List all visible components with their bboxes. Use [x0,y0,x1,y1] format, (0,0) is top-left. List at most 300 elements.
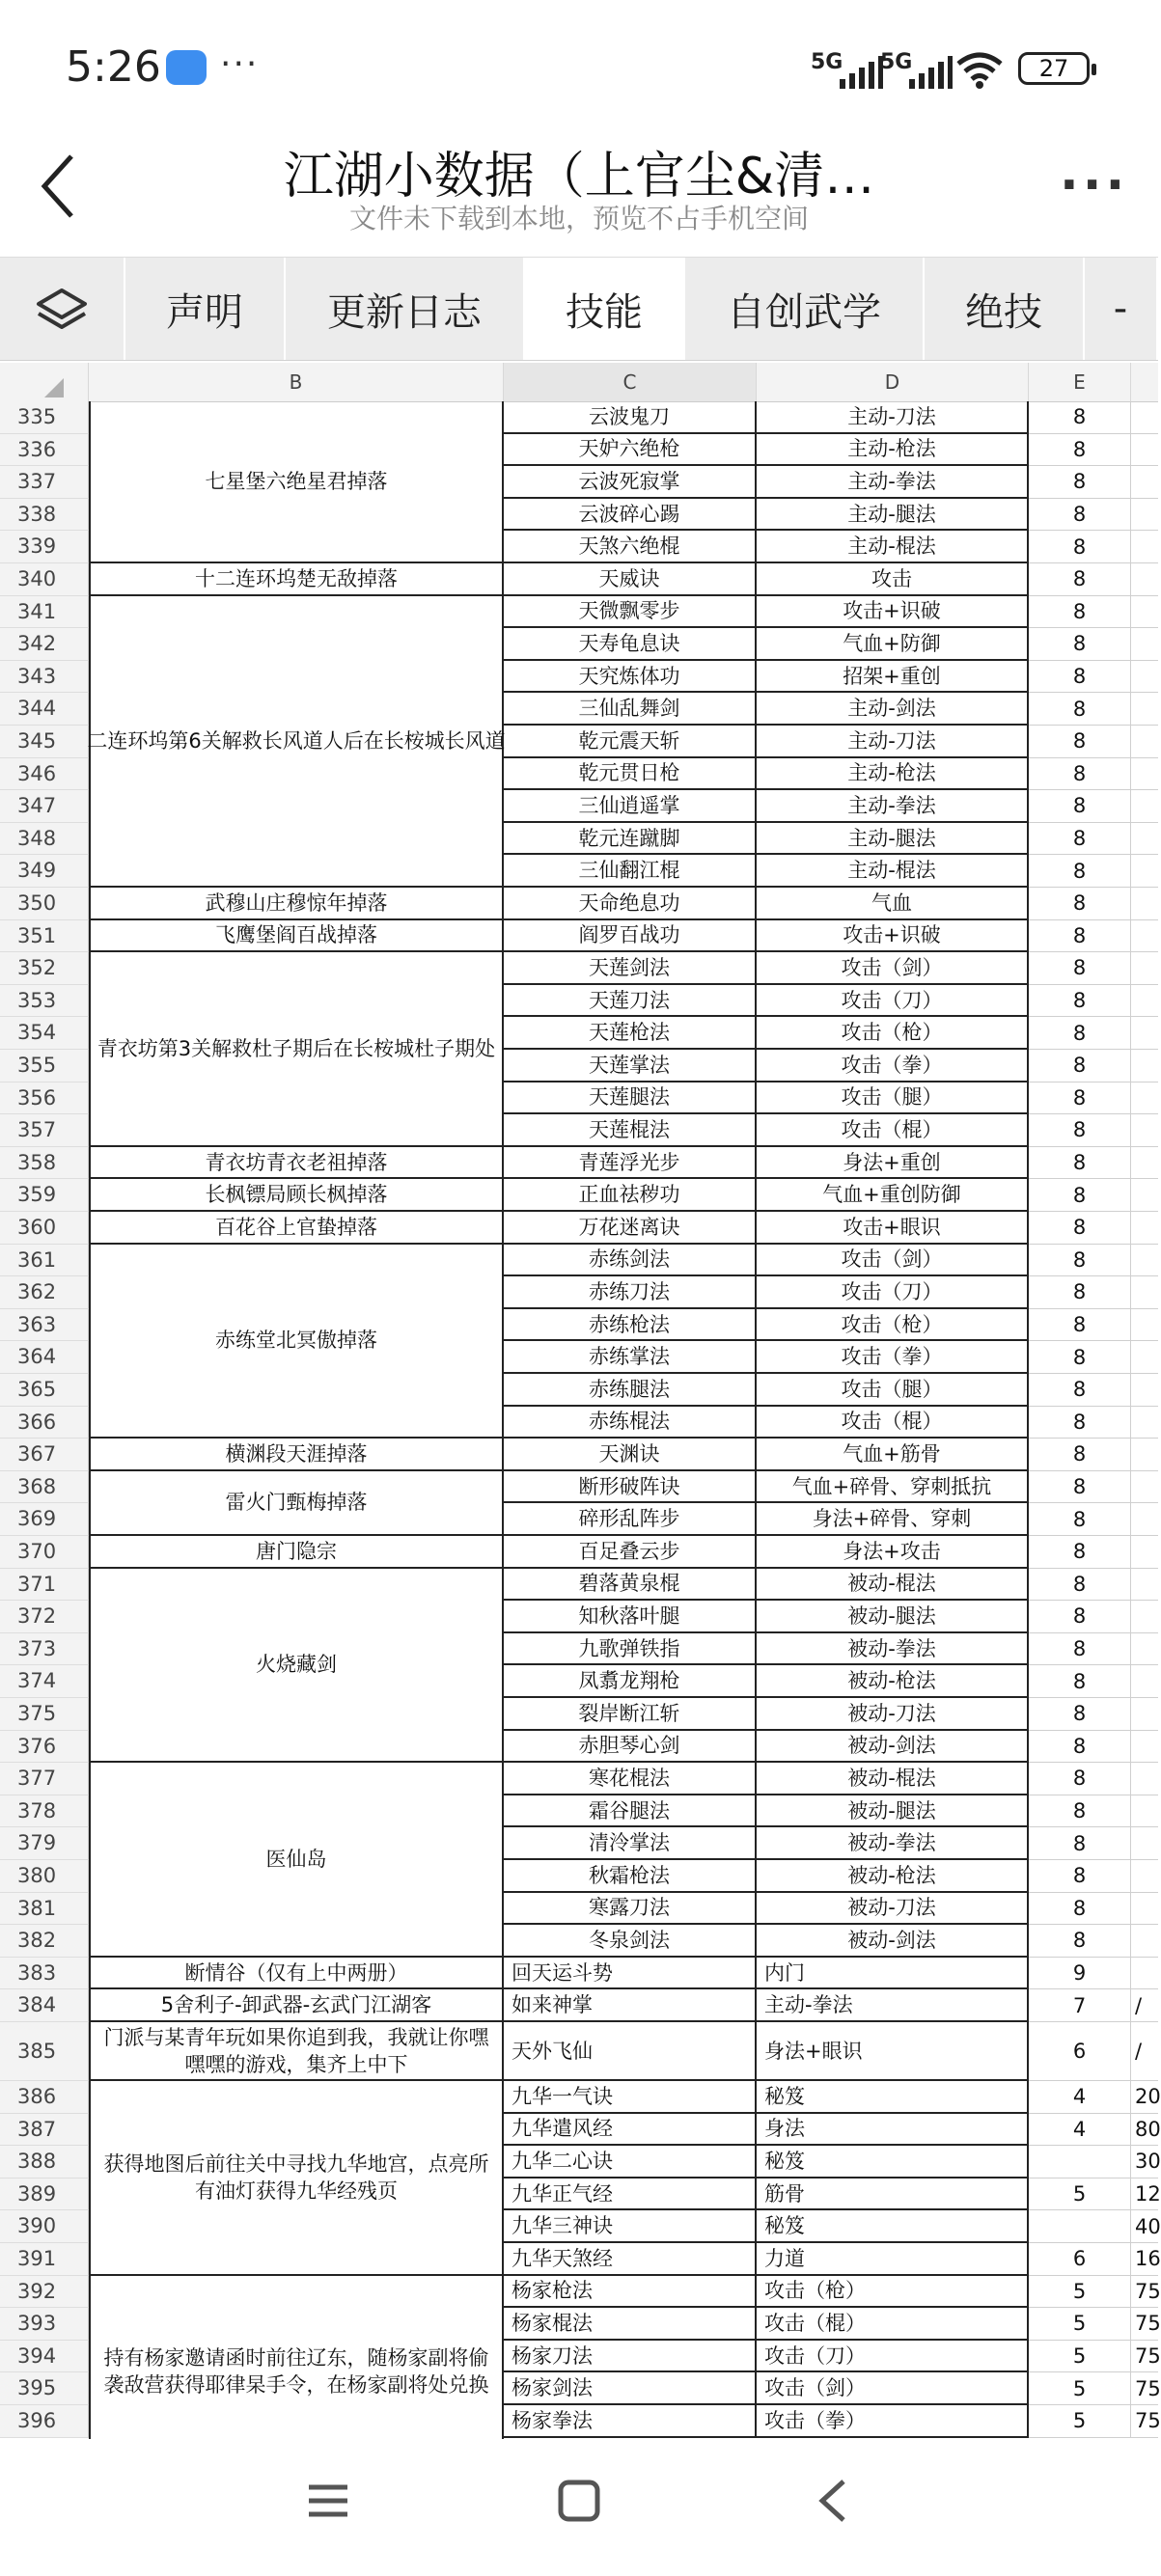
extra-cell[interactable] [1131,1276,1158,1309]
tab-more[interactable]: - [1085,258,1158,360]
level-cell[interactable]: 8 [1029,1374,1131,1407]
skill-name-cell[interactable]: 万花迷离诀 [504,1212,757,1245]
row-number[interactable]: 395 [0,2372,89,2405]
extra-cell[interactable] [1131,855,1158,888]
skill-type-cell[interactable]: 主动-腿法 [757,823,1029,856]
extra-cell[interactable] [1131,466,1158,499]
row-number[interactable]: 388 [0,2146,89,2179]
column-header-c[interactable]: C [504,363,757,401]
back-icon[interactable] [39,152,77,220]
level-cell[interactable]: 8 [1029,790,1131,823]
source-cell[interactable]: 飞鹰堡阎百战掉落 [89,920,504,953]
column-header-f[interactable] [1131,363,1158,401]
extra-cell[interactable] [1131,1698,1158,1731]
skill-name-cell[interactable]: 天寿龟息诀 [504,628,757,661]
row-number[interactable]: 382 [0,1925,89,1958]
row-number[interactable]: 368 [0,1471,89,1504]
back-nav-icon[interactable] [813,2478,851,2524]
row-number[interactable]: 335 [0,401,89,434]
skill-name-cell[interactable]: 断形破阵诀 [504,1471,757,1504]
level-cell[interactable]: 8 [1029,1569,1131,1602]
skill-name-cell[interactable]: 三仙逍遥掌 [504,790,757,823]
skill-type-cell[interactable]: 主动-拳法 [757,1989,1029,2022]
extra-cell[interactable]: 30 [1131,2146,1158,2179]
row-number[interactable]: 367 [0,1439,89,1471]
extra-cell[interactable]: 75 [1131,2405,1158,2438]
level-cell[interactable]: 8 [1029,1407,1131,1439]
skill-name-cell[interactable]: 天莲棍法 [504,1114,757,1147]
skill-type-cell[interactable]: 被动-腿法 [757,1601,1029,1633]
skill-name-cell[interactable]: 如来神掌 [504,1989,757,2022]
skill-type-cell[interactable]: 主动-腿法 [757,499,1029,532]
extra-cell[interactable] [1131,1471,1158,1504]
skill-name-cell[interactable]: 寒花棍法 [504,1763,757,1795]
skill-type-cell[interactable]: 主动-枪法 [757,434,1029,467]
skill-name-cell[interactable]: 天莲腿法 [504,1082,757,1115]
skill-name-cell[interactable]: 赤练棍法 [504,1407,757,1439]
level-cell[interactable]: 8 [1029,1827,1131,1860]
skill-type-cell[interactable]: 被动-枪法 [757,1860,1029,1893]
extra-cell[interactable] [1131,1860,1158,1893]
extra-cell[interactable]: 40 [1131,2210,1158,2243]
skill-type-cell[interactable]: 秘笈 [757,2146,1029,2179]
source-cell[interactable]: 长枫镖局顾长枫掉落 [89,1179,504,1212]
extra-cell[interactable]: 16 [1131,2243,1158,2276]
level-cell[interactable]: 8 [1029,1665,1131,1698]
skill-name-cell[interactable]: 赤练剑法 [504,1245,757,1277]
skill-name-cell[interactable]: 回天运斗势 [504,1958,757,1990]
skill-type-cell[interactable]: 被动-拳法 [757,1827,1029,1860]
skill-type-cell[interactable]: 力道 [757,2243,1029,2276]
skill-name-cell[interactable]: 九华二心诀 [504,2146,757,2179]
level-cell[interactable]: 7 [1029,1989,1131,2022]
row-number[interactable]: 380 [0,1860,89,1893]
level-cell[interactable]: 8 [1029,1050,1131,1082]
extra-cell[interactable] [1131,1569,1158,1602]
skill-type-cell[interactable]: 被动-刀法 [757,1893,1029,1926]
extra-cell[interactable] [1131,563,1158,596]
skill-name-cell[interactable]: 乾元震天斩 [504,726,757,758]
row-number[interactable]: 383 [0,1958,89,1990]
skill-type-cell[interactable]: 气血+防御 [757,628,1029,661]
level-cell[interactable] [1029,2146,1131,2179]
row-number[interactable]: 365 [0,1374,89,1407]
row-number[interactable]: 339 [0,531,89,563]
source-cell[interactable]: 门派与某青年玩如果你追到我，我就让你嘿嘿嘿的游戏，集齐上中下 [89,2022,504,2081]
extra-cell[interactable] [1131,1341,1158,1374]
skill-type-cell[interactable]: 气血+重创防御 [757,1179,1029,1212]
skill-name-cell[interactable]: 天威诀 [504,563,757,596]
extra-cell[interactable] [1131,888,1158,920]
skill-type-cell[interactable]: 筋骨 [757,2179,1029,2211]
level-cell[interactable]: 9 [1029,1958,1131,1990]
level-cell[interactable]: 4 [1029,2114,1131,2147]
extra-cell[interactable] [1131,1795,1158,1828]
row-number[interactable]: 360 [0,1212,89,1245]
skill-type-cell[interactable]: 秘笈 [757,2210,1029,2243]
skill-type-cell[interactable]: 身法+攻击 [757,1536,1029,1569]
extra-cell[interactable]: 20 [1131,2081,1158,2114]
extra-cell[interactable] [1131,693,1158,726]
level-cell[interactable]: 8 [1029,1309,1131,1342]
skill-name-cell[interactable]: 三仙翻江棍 [504,855,757,888]
skill-name-cell[interactable]: 九歌弹铁指 [504,1633,757,1666]
skill-type-cell[interactable]: 主动-拳法 [757,466,1029,499]
level-cell[interactable]: 6 [1029,2243,1131,2276]
row-number[interactable]: 392 [0,2276,89,2309]
skill-name-cell[interactable]: 杨家拳法 [504,2405,757,2438]
layers-icon[interactable] [0,258,125,360]
extra-cell[interactable] [1131,628,1158,661]
skill-name-cell[interactable]: 天究炼体功 [504,661,757,694]
row-number[interactable]: 366 [0,1407,89,1439]
row-number[interactable]: 361 [0,1245,89,1277]
skill-name-cell[interactable]: 裂岸断江斩 [504,1698,757,1731]
extra-cell[interactable] [1131,1731,1158,1764]
skill-name-cell[interactable]: 天命绝息功 [504,888,757,920]
skill-name-cell[interactable]: 寒露刀法 [504,1893,757,1926]
row-number[interactable]: 362 [0,1276,89,1309]
skill-type-cell[interactable]: 主动-刀法 [757,401,1029,434]
level-cell[interactable]: 5 [1029,2405,1131,2438]
row-number[interactable]: 338 [0,499,89,532]
row-number[interactable]: 378 [0,1795,89,1828]
extra-cell[interactable]: 80 [1131,2114,1158,2147]
level-cell[interactable]: 8 [1029,1179,1131,1212]
source-cell[interactable]: 青衣坊第3关解救杜子期后在长桉城杜子期处 [89,952,504,1147]
row-number[interactable]: 340 [0,563,89,596]
tab-skills[interactable]: 技能 [525,258,685,360]
row-number[interactable]: 369 [0,1503,89,1536]
skill-name-cell[interactable]: 九华天煞经 [504,2243,757,2276]
skill-type-cell[interactable]: 攻击 [757,563,1029,596]
row-number[interactable]: 379 [0,1827,89,1860]
skill-type-cell[interactable]: 攻击（刀） [757,985,1029,1018]
level-cell[interactable]: 8 [1029,1017,1131,1050]
skill-name-cell[interactable]: 天微飘零步 [504,596,757,629]
skill-type-cell[interactable]: 被动-剑法 [757,1731,1029,1764]
row-number[interactable]: 390 [0,2210,89,2243]
level-cell[interactable]: 8 [1029,758,1131,791]
source-cell[interactable]: 持有杨家邀请函时前往辽东，随杨家副将偷袭敌营获得耶律杲手令，在杨家副将处兑换 [89,2276,504,2471]
skill-type-cell[interactable]: 攻击（枪） [757,2276,1029,2309]
row-number[interactable]: 357 [0,1114,89,1147]
extra-cell[interactable]: 75 [1131,2372,1158,2405]
row-number[interactable]: 377 [0,1763,89,1795]
extra-cell[interactable] [1131,1082,1158,1115]
skill-type-cell[interactable]: 攻击（拳） [757,2405,1029,2438]
extra-cell[interactable] [1131,1017,1158,1050]
skill-type-cell[interactable]: 身法+眼识 [757,2022,1029,2081]
extra-cell[interactable] [1131,1665,1158,1698]
extra-cell[interactable] [1131,1245,1158,1277]
row-number[interactable]: 375 [0,1698,89,1731]
skill-name-cell[interactable]: 九华三神诀 [504,2210,757,2243]
skill-name-cell[interactable]: 九华正气经 [504,2179,757,2211]
extra-cell[interactable]: / [1131,2022,1158,2081]
row-number[interactable]: 387 [0,2114,89,2147]
extra-cell[interactable] [1131,790,1158,823]
skill-type-cell[interactable]: 攻击（拳） [757,1341,1029,1374]
level-cell[interactable]: 8 [1029,1698,1131,1731]
level-cell[interactable]: 6 [1029,2022,1131,2081]
skill-type-cell[interactable]: 主动-剑法 [757,693,1029,726]
row-number[interactable]: 356 [0,1082,89,1115]
skill-type-cell[interactable]: 攻击（棍） [757,1114,1029,1147]
level-cell[interactable]: 8 [1029,531,1131,563]
level-cell[interactable]: 5 [1029,2308,1131,2341]
skill-name-cell[interactable]: 天莲刀法 [504,985,757,1018]
column-header-e[interactable]: E [1029,363,1131,401]
extra-cell[interactable] [1131,1958,1158,1990]
row-number[interactable]: 346 [0,758,89,791]
level-cell[interactable]: 8 [1029,434,1131,467]
skill-type-cell[interactable]: 主动-棍法 [757,855,1029,888]
skill-name-cell[interactable]: 乾元贯日枪 [504,758,757,791]
row-number[interactable]: 394 [0,2341,89,2373]
level-cell[interactable]: 8 [1029,1276,1131,1309]
skill-type-cell[interactable]: 攻击（剑） [757,2372,1029,2405]
extra-cell[interactable] [1131,434,1158,467]
row-number[interactable]: 384 [0,1989,89,2022]
skill-type-cell[interactable]: 攻击（棍） [757,2308,1029,2341]
row-number[interactable]: 396 [0,2405,89,2438]
skill-type-cell[interactable]: 攻击（枪） [757,1017,1029,1050]
skill-name-cell[interactable]: 赤胆琴心剑 [504,1731,757,1764]
extra-cell[interactable] [1131,1536,1158,1569]
source-cell[interactable]: 唐门隐宗 [89,1536,504,1569]
row-number[interactable]: 391 [0,2243,89,2276]
level-cell[interactable]: 8 [1029,628,1131,661]
source-cell[interactable]: 火烧藏剑 [89,1569,504,1764]
level-cell[interactable]: 8 [1029,1536,1131,1569]
skill-type-cell[interactable]: 被动-剑法 [757,1925,1029,1958]
level-cell[interactable]: 5 [1029,2179,1131,2211]
skill-name-cell[interactable]: 秋霜枪法 [504,1860,757,1893]
skill-name-cell[interactable]: 乾元连蹴脚 [504,823,757,856]
skill-name-cell[interactable]: 天莲掌法 [504,1050,757,1082]
tab-custom-martial-arts[interactable]: 自创武学 [685,258,925,360]
skill-type-cell[interactable]: 身法 [757,2114,1029,2147]
extra-cell[interactable] [1131,401,1158,434]
skill-name-cell[interactable]: 正血祛秽功 [504,1179,757,1212]
skill-name-cell[interactable]: 赤练刀法 [504,1276,757,1309]
row-number[interactable]: 341 [0,596,89,629]
row-number[interactable]: 374 [0,1665,89,1698]
level-cell[interactable]: 8 [1029,1763,1131,1795]
row-number[interactable]: 349 [0,855,89,888]
skill-type-cell[interactable]: 攻击（腿） [757,1374,1029,1407]
extra-cell[interactable] [1131,823,1158,856]
source-cell[interactable]: 获得地图后前往关中寻找九华地宫，点亮所有油灯获得九华经残页 [89,2081,504,2276]
row-number[interactable]: 386 [0,2081,89,2114]
level-cell[interactable]: 8 [1029,1860,1131,1893]
extra-cell[interactable] [1131,985,1158,1018]
source-cell[interactable]: 5舍利子-卸武器-玄武门江湖客 [89,1989,504,2022]
skill-name-cell[interactable]: 杨家枪法 [504,2276,757,2309]
skill-type-cell[interactable]: 主动-棍法 [757,531,1029,563]
skill-type-cell[interactable]: 攻击（棍） [757,1407,1029,1439]
extra-cell[interactable] [1131,920,1158,953]
skill-name-cell[interactable]: 赤练腿法 [504,1374,757,1407]
tab-statement[interactable]: 声明 [125,258,286,360]
skill-name-cell[interactable]: 天渊诀 [504,1439,757,1471]
column-header-b[interactable]: B [89,363,504,401]
skill-name-cell[interactable]: 九华遣风经 [504,2114,757,2147]
skill-type-cell[interactable]: 气血+筋骨 [757,1439,1029,1471]
row-number[interactable]: 352 [0,952,89,985]
row-number[interactable]: 342 [0,628,89,661]
row-number[interactable]: 385 [0,2022,89,2081]
skill-name-cell[interactable]: 赤练掌法 [504,1341,757,1374]
extra-cell[interactable] [1131,1633,1158,1666]
row-number[interactable]: 355 [0,1050,89,1082]
skill-type-cell[interactable]: 攻击+识破 [757,920,1029,953]
level-cell[interactable]: 8 [1029,401,1131,434]
extra-cell[interactable]: / [1131,1989,1158,2022]
level-cell[interactable]: 8 [1029,1082,1131,1115]
level-cell[interactable]: 8 [1029,1633,1131,1666]
skill-name-cell[interactable]: 青莲浮光步 [504,1147,757,1180]
more-options-icon[interactable]: ··· [1060,156,1129,214]
skill-type-cell[interactable]: 主动-拳法 [757,790,1029,823]
row-number[interactable]: 359 [0,1179,89,1212]
row-number[interactable]: 353 [0,985,89,1018]
row-number[interactable]: 364 [0,1341,89,1374]
extra-cell[interactable] [1131,1439,1158,1471]
extra-cell[interactable] [1131,1763,1158,1795]
row-number[interactable]: 371 [0,1569,89,1602]
row-number[interactable]: 358 [0,1147,89,1180]
level-cell[interactable]: 5 [1029,2276,1131,2309]
row-number[interactable]: 354 [0,1017,89,1050]
skill-name-cell[interactable]: 霜谷腿法 [504,1795,757,1828]
extra-cell[interactable] [1131,661,1158,694]
skill-name-cell[interactable]: 知秋落叶腿 [504,1601,757,1633]
source-cell[interactable]: 青衣坊青衣老祖掉落 [89,1147,504,1180]
level-cell[interactable]: 8 [1029,952,1131,985]
extra-cell[interactable]: 75 [1131,2308,1158,2341]
extra-cell[interactable] [1131,1893,1158,1926]
level-cell[interactable]: 8 [1029,888,1131,920]
source-cell[interactable]: 医仙岛 [89,1763,504,1958]
skill-type-cell[interactable]: 主动-枪法 [757,758,1029,791]
level-cell[interactable]: 5 [1029,2341,1131,2373]
skill-name-cell[interactable]: 碎形乱阵步 [504,1503,757,1536]
level-cell[interactable]: 8 [1029,1439,1131,1471]
level-cell[interactable]: 8 [1029,1471,1131,1504]
skill-type-cell[interactable]: 攻击（刀） [757,1276,1029,1309]
skill-name-cell[interactable]: 碧落黄泉棍 [504,1569,757,1602]
level-cell[interactable]: 8 [1029,1893,1131,1926]
skill-type-cell[interactable]: 攻击（枪） [757,1309,1029,1342]
source-cell[interactable]: 赤练堂北冥傲掉落 [89,1245,504,1439]
skill-name-cell[interactable]: 凤翥龙翔枪 [504,1665,757,1698]
source-cell[interactable]: 雷火门甄梅掉落 [89,1471,504,1536]
skill-type-cell[interactable]: 攻击（剑） [757,1245,1029,1277]
level-cell[interactable]: 8 [1029,1147,1131,1180]
level-cell[interactable]: 8 [1029,920,1131,953]
source-cell[interactable]: 二连环坞第6关解救长风道人后在长桉城长风道 [89,596,504,888]
skill-type-cell[interactable]: 攻击（剑） [757,952,1029,985]
skill-type-cell[interactable]: 招架+重创 [757,661,1029,694]
extra-cell[interactable] [1131,1050,1158,1082]
extra-cell[interactable] [1131,1503,1158,1536]
extra-cell[interactable]: 12 [1131,2179,1158,2211]
tab-ultimate-skills[interactable]: 绝技 [925,258,1085,360]
skill-name-cell[interactable]: 云波鬼刀 [504,401,757,434]
row-number[interactable]: 347 [0,790,89,823]
column-header-d[interactable]: D [757,363,1029,401]
skill-name-cell[interactable]: 天妒六绝枪 [504,434,757,467]
row-number[interactable]: 337 [0,466,89,499]
level-cell[interactable]: 8 [1029,693,1131,726]
extra-cell[interactable] [1131,531,1158,563]
level-cell[interactable]: 8 [1029,1341,1131,1374]
row-number[interactable]: 350 [0,888,89,920]
level-cell[interactable]: 8 [1029,985,1131,1018]
source-cell[interactable]: 百花谷上官蛰掉落 [89,1212,504,1245]
level-cell[interactable]: 8 [1029,466,1131,499]
source-cell[interactable]: 横渊段天涯掉落 [89,1439,504,1471]
skill-type-cell[interactable]: 被动-枪法 [757,1665,1029,1698]
extra-cell[interactable] [1131,1212,1158,1245]
skill-type-cell[interactable]: 主动-刀法 [757,726,1029,758]
skill-name-cell[interactable]: 杨家刀法 [504,2341,757,2373]
row-number[interactable]: 336 [0,434,89,467]
skill-name-cell[interactable]: 三仙乱舞剑 [504,693,757,726]
level-cell[interactable]: 8 [1029,855,1131,888]
level-cell[interactable] [1029,2210,1131,2243]
skill-name-cell[interactable]: 天莲枪法 [504,1017,757,1050]
skill-name-cell[interactable]: 杨家剑法 [504,2372,757,2405]
row-number[interactable]: 393 [0,2308,89,2341]
row-number[interactable]: 344 [0,693,89,726]
skill-name-cell[interactable]: 清泠掌法 [504,1827,757,1860]
extra-cell[interactable] [1131,1601,1158,1633]
row-number[interactable]: 370 [0,1536,89,1569]
skill-name-cell[interactable]: 九华一气诀 [504,2081,757,2114]
skill-name-cell[interactable]: 云波死寂掌 [504,466,757,499]
row-number[interactable]: 381 [0,1893,89,1926]
level-cell[interactable]: 8 [1029,823,1131,856]
skill-name-cell[interactable]: 阎罗百战功 [504,920,757,953]
skill-type-cell[interactable]: 气血 [757,888,1029,920]
source-cell[interactable]: 武穆山庄穆惊年掉落 [89,888,504,920]
row-number[interactable]: 373 [0,1633,89,1666]
extra-cell[interactable] [1131,726,1158,758]
extra-cell[interactable] [1131,1925,1158,1958]
source-cell[interactable]: 七星堡六绝星君掉落 [89,401,504,563]
extra-cell[interactable] [1131,1309,1158,1342]
skill-type-cell[interactable]: 被动-棍法 [757,1569,1029,1602]
extra-cell[interactable] [1131,952,1158,985]
skill-type-cell[interactable]: 攻击+眼识 [757,1212,1029,1245]
skill-type-cell[interactable]: 被动-腿法 [757,1795,1029,1828]
extra-cell[interactable] [1131,596,1158,629]
source-cell[interactable]: 十二连环坞楚无敌掉落 [89,563,504,596]
extra-cell[interactable]: 75 [1131,2341,1158,2373]
extra-cell[interactable] [1131,758,1158,791]
row-number[interactable]: 343 [0,661,89,694]
extra-cell[interactable] [1131,1114,1158,1147]
extra-cell[interactable] [1131,499,1158,532]
skill-type-cell[interactable]: 身法+重创 [757,1147,1029,1180]
level-cell[interactable]: 8 [1029,1731,1131,1764]
skill-type-cell[interactable]: 攻击（腿） [757,1082,1029,1115]
skill-type-cell[interactable]: 攻击+识破 [757,596,1029,629]
extra-cell[interactable] [1131,1374,1158,1407]
